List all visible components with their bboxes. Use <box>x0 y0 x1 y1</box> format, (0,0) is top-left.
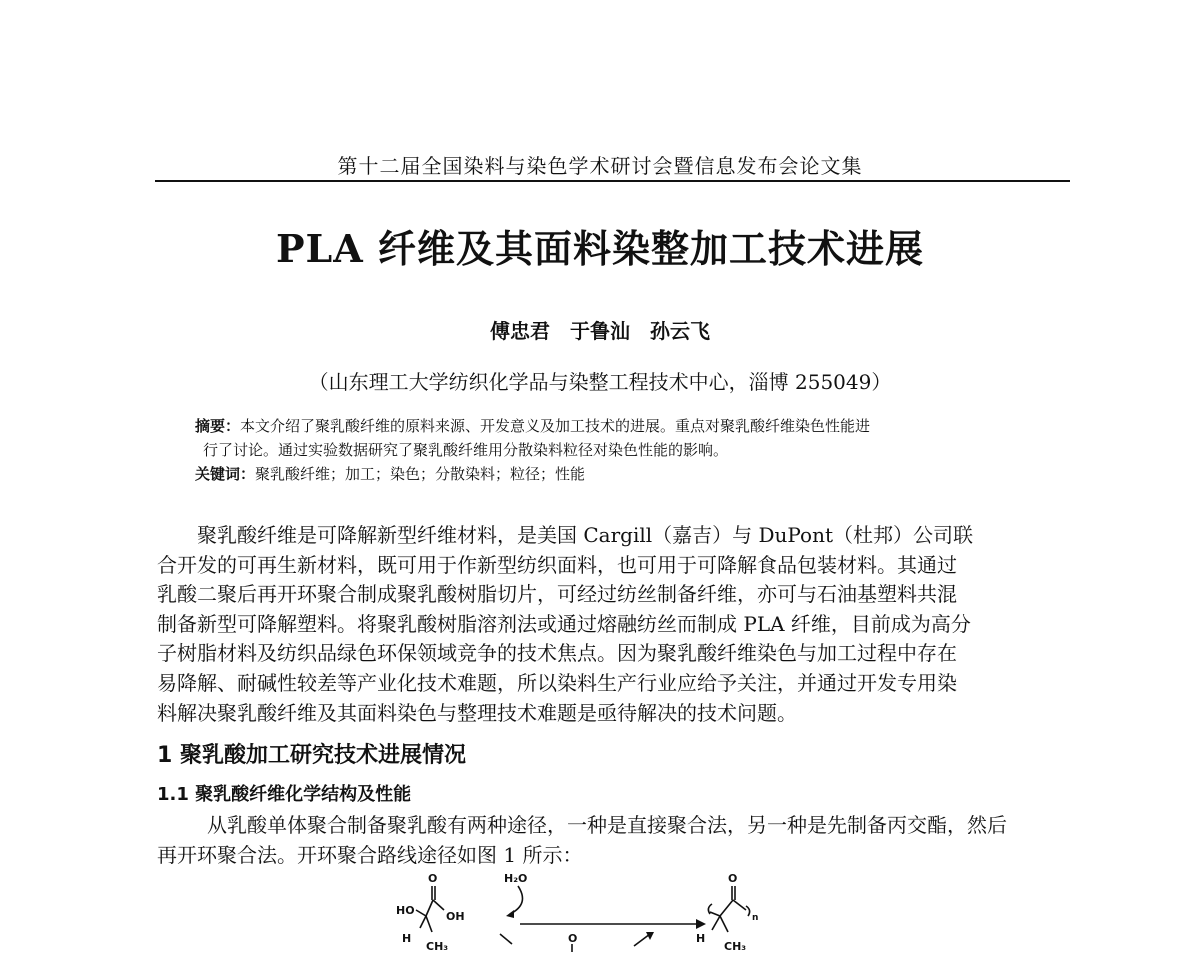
intro-line: 易降解、耐碱性较差等产业化技术难题，所以染料生产行业应给予关注，并通过开发专用染 <box>157 670 957 695</box>
intro-line: 制备新型可降解塑料。将聚乳酸树脂溶剂法或通过熔融纺丝而制成 PLA 纤维，目前成为高分 <box>157 611 971 636</box>
affiliation: （山东理工大学纺织化学品与染整工程技术中心，淄博 255049） <box>308 370 892 394</box>
intro-line: 乳酸二聚后再开环聚合制成聚乳酸树脂切片，可经过纺丝制备纤维，亦可与石油基塑料共混 <box>157 582 957 607</box>
bond-line <box>420 916 426 928</box>
bond-line <box>634 934 650 946</box>
chem-label-o-mid: O <box>568 932 578 945</box>
bond-line <box>720 916 728 932</box>
abstract-line-2: 行了讨论。通过实验数据研究了聚乳酸纤维用分散染料粒径对染色性能的影响。 <box>203 441 729 459</box>
chem-label-ho: HO <box>396 904 415 917</box>
chem-label-h-right: H <box>696 932 706 945</box>
chem-label-ch3: CH₃ <box>426 940 449 952</box>
running-header: 第十二届全国染料与染色学术研讨会暨信息发布会论文集 <box>337 154 863 178</box>
bond-line <box>426 900 433 916</box>
intro-line: 合开发的可再生新材料，既可用于作新型纺织面料，也可用于可降解食品包装材料。其通过 <box>157 552 957 577</box>
intro-line: 料解决聚乳酸纤维及其面料染色与整理技术难题是亟待解决的技术问题。 <box>157 700 797 725</box>
bond-line <box>733 900 746 910</box>
intro-line: 聚乳酸纤维是可降解新型纤维材料，是美国 Cargill（嘉吉）与 DuPont（杜邦）公司联 <box>197 523 974 547</box>
bond-line <box>500 934 512 944</box>
authors: 傅忠君 于鲁汕 孙云飞 <box>490 319 710 343</box>
section-paragraph <box>157 811 1073 870</box>
keywords-text: 聚乳酸纤维；加工；染色；分散染料；粒径；性能 <box>255 465 586 483</box>
abstract-label: 摘要： <box>195 417 241 435</box>
keywords-line <box>195 462 1035 486</box>
bond-line <box>710 912 720 916</box>
intro-paragraph <box>157 521 1073 728</box>
reaction-arrowhead <box>696 919 706 929</box>
section-heading: 1 聚乳酸加工研究技术进展情况 <box>157 743 466 768</box>
chem-label-h2o: H₂O <box>504 872 528 885</box>
paper-title: PLA 纤维及其面料染整加工技术进展 <box>275 226 924 271</box>
header-rule <box>155 180 1070 182</box>
figure-1-reaction-scheme <box>380 870 800 952</box>
bond-line <box>712 916 720 930</box>
chem-label-o-right: O <box>728 872 738 885</box>
chem-label-h: H <box>402 932 412 945</box>
abstract-text-1: 本文介绍了聚乳酸纤维的原料来源、开发意义及加工技术的进展。重点对聚乳酸纤维染色性能进 <box>240 417 871 435</box>
arrowhead <box>506 910 514 918</box>
chem-label-o: O <box>428 872 438 885</box>
chem-label-ch3-right: CH₃ <box>724 940 747 952</box>
intro-line: 子树脂材料及纺织品绿色环保领域竞争的技术焦点。因为聚乳酸纤维染色与加工过程中存在 <box>157 641 957 666</box>
abstract-block <box>195 414 1035 486</box>
section-line: 从乳酸单体聚合制备聚乳酸有两种途径，一种是直接聚合法，另一种是先制备丙交酯，然后 <box>207 813 1007 837</box>
curved-arrow <box>510 886 523 914</box>
chem-label-oh: OH <box>446 910 465 923</box>
bond-line <box>416 910 426 916</box>
bond-line <box>720 900 733 916</box>
bond-line <box>433 900 444 910</box>
bracket-right <box>746 906 750 916</box>
abstract-line-1 <box>195 414 1035 438</box>
reaction-scheme-svg <box>380 870 800 952</box>
chem-label-n: n <box>752 913 759 923</box>
keywords-label: 关键词： <box>195 465 256 483</box>
bond-line <box>426 916 432 932</box>
subsection-heading: 1.1 聚乳酸纤维化学结构及性能 <box>157 784 412 805</box>
section-line: 再开环聚合法。开环聚合路线途径如图 1 所示： <box>157 842 583 867</box>
